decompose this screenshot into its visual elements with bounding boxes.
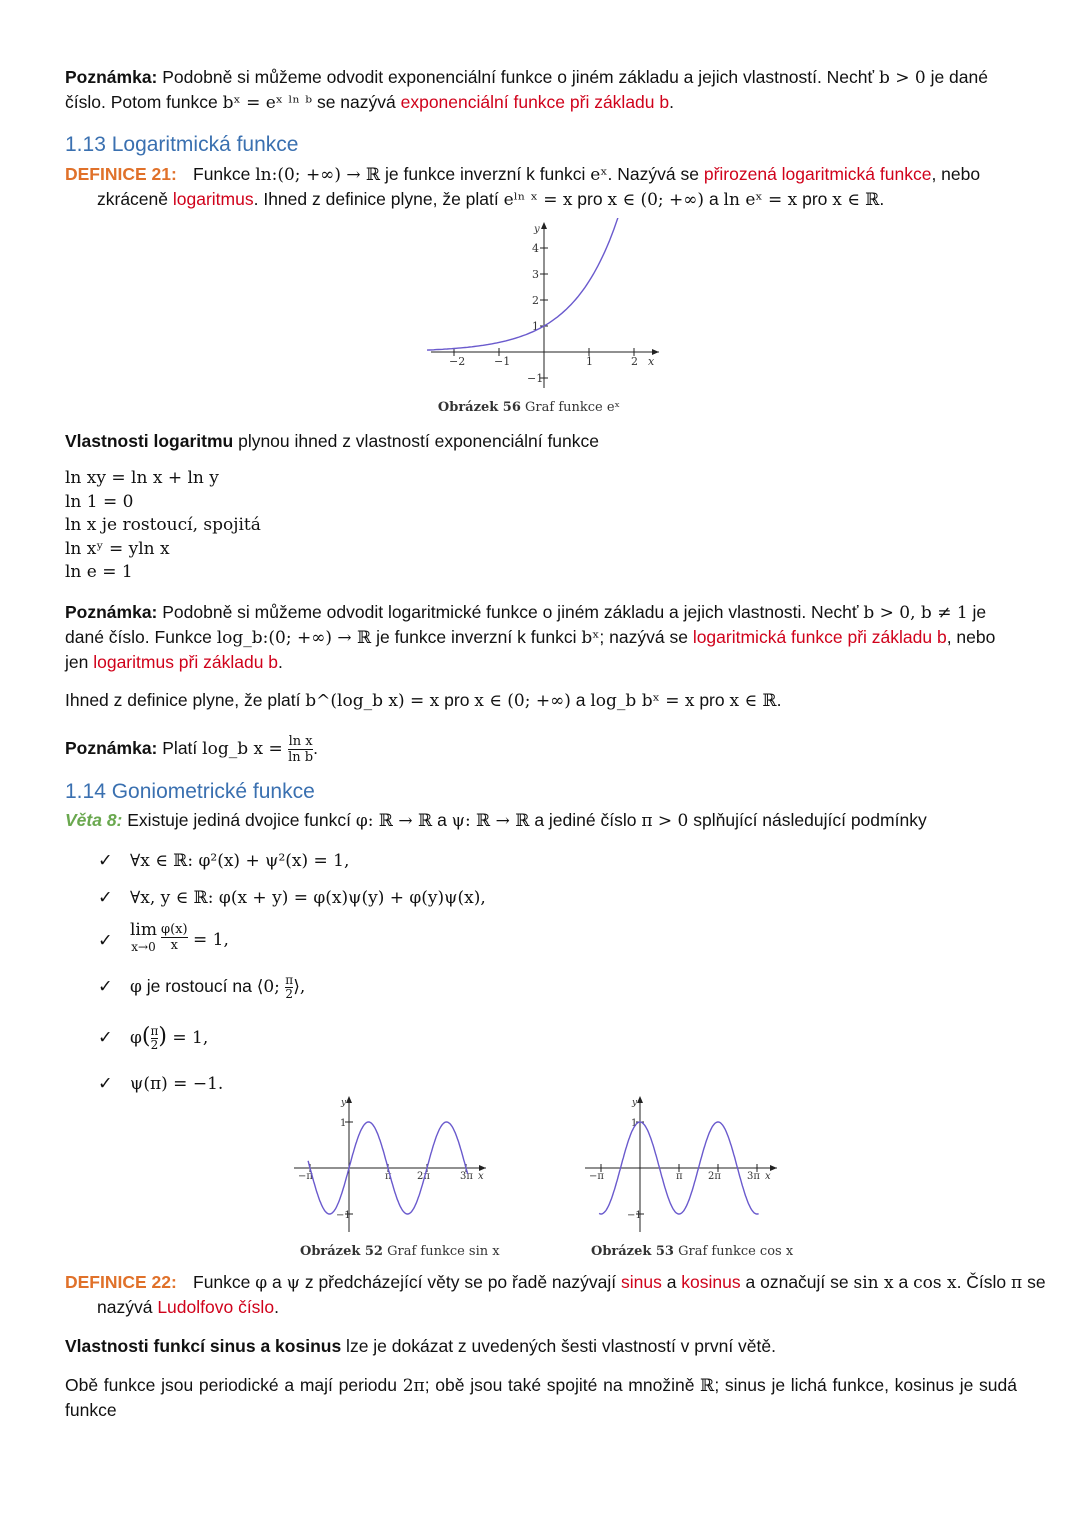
check-icon: ✓ [98,850,113,870]
figure-53-cos-graph [581,1092,781,1240]
svg-text:3π: 3π [460,1171,473,1182]
svg-text:π: π [676,1171,683,1182]
svg-text:−π: −π [589,1171,604,1182]
figure-52-sin-graph [290,1092,490,1240]
log-identity: Ihned z definice plyne, že platí b^(log_b x) = x pro x ∈ (0; +∞) a log_b bˣ = x pro x ∈ ℝ. [65,690,782,711]
log-property: ln e = 1 [65,562,133,583]
x-tick-label: 2 [631,355,638,368]
svg-text:y: y [341,1098,347,1108]
svg-text:y: y [632,1098,638,1108]
svg-text:−1: −1 [627,1210,642,1221]
x-tick-label: −1 [494,355,511,368]
svg-text:1: 1 [631,1118,638,1129]
figure-56-exp-graph [427,218,663,394]
svg-text:2π: 2π [417,1171,430,1182]
x-tick-label: −2 [449,355,466,368]
figure-56-caption: Obrázek 56 Graf funkce eˣ [437,400,621,415]
fraction: $\frac{\text{ln x}}{\text{ln b}}$ [288,734,314,765]
condition-3: ✓ lim x→0 $\frac{\varphi(x)}{x}$ = 1, [98,920,229,954]
note-change-of-base: Poznámka: Platí log_b x = $\frac{\text{ln x}}{\text{ln b}}$ . [65,734,318,765]
y-tick-label: 2 [532,294,539,307]
svg-text:x: x [765,1171,771,1182]
y-tick-label: −1 [527,372,544,385]
check-icon: ✓ [98,930,113,950]
figure-52-caption: Obrázek 52 Graf funkce sin x [300,1244,500,1259]
exp-curve [427,218,618,350]
condition-5: ✓ φ( $\frac{\pi}{2}$ ) = 1, [98,1024,209,1052]
definition-21: DEFINICE 21: Funkce ln:(0; +∞) → ℝ je funkce inverzní k funkci eˣ. Nazývá se přirozená logaritmická funkce, nebo zkráceně logaritmus. Ihned z definice plyne, že platí eˡⁿ ˣ = x pro x ∈ (0; +∞) a ln eˣ = x pro x ∈ ℝ. [65,164,981,210]
svg-text:1: 1 [340,1118,347,1129]
svg-text:x: x [478,1171,484,1182]
y-axis-label: y [534,224,540,235]
log-property: ln xʸ = yln x [65,538,170,559]
svg-text:3π: 3π [747,1171,760,1182]
check-icon: ✓ [98,1027,113,1048]
x-tick-label: 1 [586,355,593,368]
log-properties-list [65,467,1017,585]
y-axis-arrow [541,222,547,229]
condition-6: ✓ ψ(π) = −1. [98,1073,224,1094]
svg-text:π: π [385,1171,392,1182]
note-exponential-base: Poznámka: Podobně si můžeme odvodit exponenciální funkce o jiném základu a jejich vlastností. Nechť b > 0 je dané číslo. Potom funkce bˣ = eˣ ˡⁿ ᵇ se nazývá exponenciální funkce při základu b. [65,67,988,113]
theorem-8: Věta 8: Existuje jediná dvojice funkcí φ: ℝ → ℝ a ψ: ℝ → ℝ a jediné číslo π > 0 splňující následující podmínky [65,810,927,831]
check-icon: ✓ [98,1073,113,1093]
section-heading-1-13: 1.13 Logaritmická funkce [65,133,299,156]
svg-text:2π: 2π [708,1171,721,1182]
log-property: ln x je rostoucí, spojitá [65,515,261,536]
condition-4: ✓ φ je rostoucí na ⟨0; $\frac{\pi}{2}$ ⟩, [98,973,306,1001]
section-heading-1-14: 1.14 Goniometrické funkce [65,780,315,803]
definition-22: DEFINICE 22: Funkce φ a ψ z předcházející věty se po řadě nazývají sinus a kosinus a označují se sin x a cos x. Číslo π se nazývá Ludolfovo číslo. [65,1272,1046,1317]
condition-1: ✓ ∀x ∈ ℝ: φ²(x) + ψ²(x) = 1, [98,850,350,871]
x-axis-label: x [648,355,655,368]
svg-text:−1: −1 [336,1210,351,1221]
figure-53-caption: Obrázek 53 Graf funkce cos x [591,1244,794,1259]
log-property: ln 1 = 0 [65,491,134,512]
check-icon: ✓ [98,887,113,907]
y-tick-label: 4 [532,242,539,255]
note-log-base: Poznámka: Podobně si můžeme odvodit logaritmické funkce o jiném základu a jejich vlastnosti. Nechť b > 0, b ≠ 1 je dané číslo. Funkce log_b:(0; +∞) → ℝ je funkce inverzní k funkci bˣ; nazývá se logaritmická funkce při základu b, nebo jen logaritmus při základu b. [65,602,996,672]
log-property: ln xy = ln x + ln y [65,468,219,488]
condition-2: ✓ ∀x, y ∈ ℝ: φ(x + y) = φ(x)ψ(y) + φ(y)ψ(x), [98,887,486,908]
check-icon: ✓ [98,976,113,997]
sin-cos-properties-intro: Vlastnosti funkcí sinus a kosinus lze je dokázat z uvedených šesti vlastností v první větě. [65,1336,776,1356]
svg-text:−π: −π [298,1171,313,1182]
periodicity-paragraph: Obě funkce jsou periodické a mají periodu 2π; obě jsou také spojité na množině ℝ; sinus je lichá funkce, kosinus je sudá funkce [65,1375,1017,1420]
log-properties-intro: Vlastnosti logaritmu plynou ihned z vlastností exponenciální funkce [65,431,600,451]
y-tick-label: 1 [532,320,539,333]
y-tick-label: 3 [532,268,539,281]
